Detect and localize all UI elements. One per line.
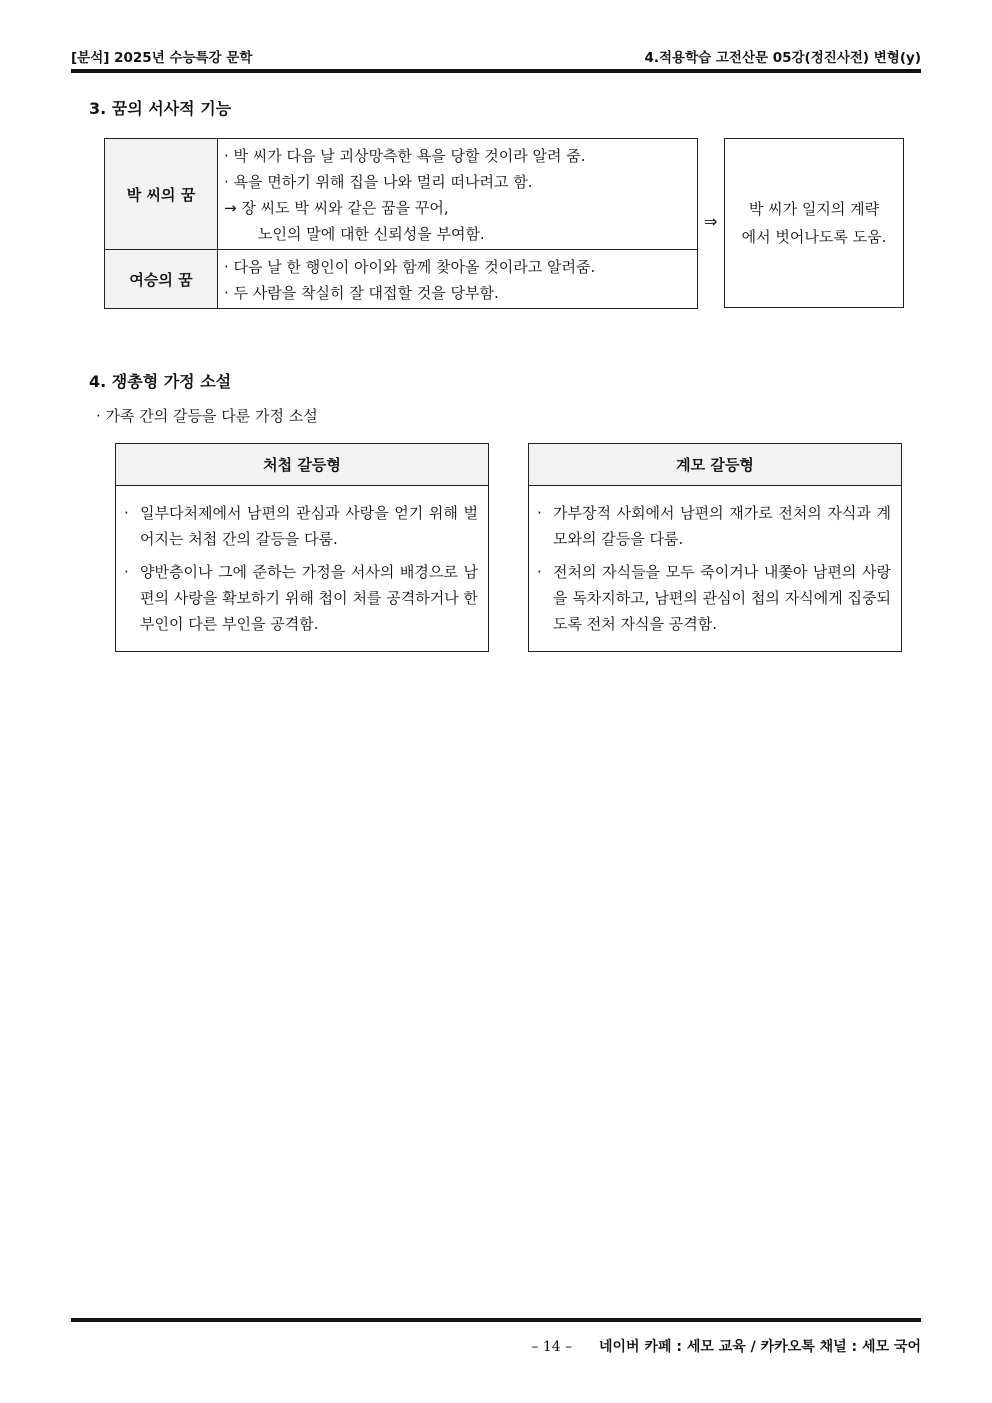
section-3-title: 3. 꿈의 서사적 기능 <box>89 99 232 118</box>
page-footer <box>71 1336 921 1356</box>
bullet: · <box>537 563 542 581</box>
header-left-title: [분석] 2025년 수능특강 문학 <box>71 50 253 66</box>
right-arrow-icon: ⇒ <box>704 212 718 231</box>
content-line: · 박 씨가 다음 날 괴상망측한 욕을 당할 것이라 알려 줌. <box>224 147 586 165</box>
content-line: · 다음 날 한 행인이 아이와 함께 찾아올 것이라고 알려줌. <box>224 258 596 276</box>
row-content-nun-dream <box>218 250 698 309</box>
list-item-text: 가부장적 사회에서 남편의 재가로 전처의 자식과 계모와의 갈등을 다룸. <box>553 504 891 548</box>
list-item <box>537 559 891 637</box>
table-row <box>105 250 698 309</box>
header-right-title: 4.적용학습 고전산문 05강(정진사전) 변형(y) <box>644 50 921 66</box>
dream-function-table <box>104 138 698 309</box>
list-item <box>537 500 891 552</box>
stepmother-conflict-title: 계모 갈등형 <box>529 444 901 486</box>
list-item <box>124 559 478 637</box>
list-item-text: 일부다처제에서 남편의 관심과 사랑을 얻기 위해 벌어지는 처첩 간의 갈등을 다룸. <box>140 504 478 548</box>
row-label-nun-dream: 여승의 꿈 <box>105 250 218 309</box>
concubine-conflict-box <box>115 443 489 652</box>
stepmother-conflict-box <box>528 443 902 652</box>
content-line: · 두 사람을 착실히 잘 대접할 것을 당부함. <box>224 284 499 302</box>
list-item-text: 양반층이나 그에 준하는 가정을 서사의 배경으로 남편의 사랑을 확보하기 위해 첩이 처를 공격하거나 한 부인이 다른 부인을 공격함. <box>140 563 478 633</box>
bullet: · <box>124 504 129 522</box>
table-row <box>105 139 698 250</box>
footer-text: 네이버 카페 : 세모 교육 / 카카오톡 채널 : 세모 국어 <box>598 1339 921 1355</box>
footer-rule <box>71 1318 921 1322</box>
concubine-conflict-title: 처첩 갈등형 <box>116 444 488 486</box>
list-item <box>124 500 478 552</box>
page-number: – 14 – <box>531 1339 573 1355</box>
result-line: 박 씨가 일지의 계략 <box>748 200 880 218</box>
header-rule <box>71 69 921 73</box>
section-4-title: 4. 쟁총형 가정 소설 <box>89 372 232 391</box>
section-4-intro: · 가족 간의 갈등을 다룬 가정 소설 <box>96 407 318 425</box>
content-line: → 장 씨도 박 씨와 같은 꿈을 꾸어, <box>224 199 449 217</box>
list-item-text: 전처의 자식들을 모두 죽이거나 내쫓아 남편의 사랑을 독차지하고, 남편의 관심이 첩의 자식에게 집중되도록 전처 자식을 공격함. <box>553 563 891 633</box>
bullet: · <box>537 504 542 522</box>
row-content-park-dream <box>218 139 698 250</box>
content-line: 노인의 말에 대한 신뢰성을 부여함. <box>258 225 485 243</box>
content-line: · 욕을 면하기 위해 집을 나와 멀리 떠나려고 함. <box>224 173 533 191</box>
result-line: 에서 벗어나도록 도움. <box>741 228 887 246</box>
bullet: · <box>124 563 129 581</box>
row-label-park-dream: 박 씨의 꿈 <box>105 139 218 250</box>
page-header <box>71 44 921 66</box>
result-box <box>724 138 904 308</box>
